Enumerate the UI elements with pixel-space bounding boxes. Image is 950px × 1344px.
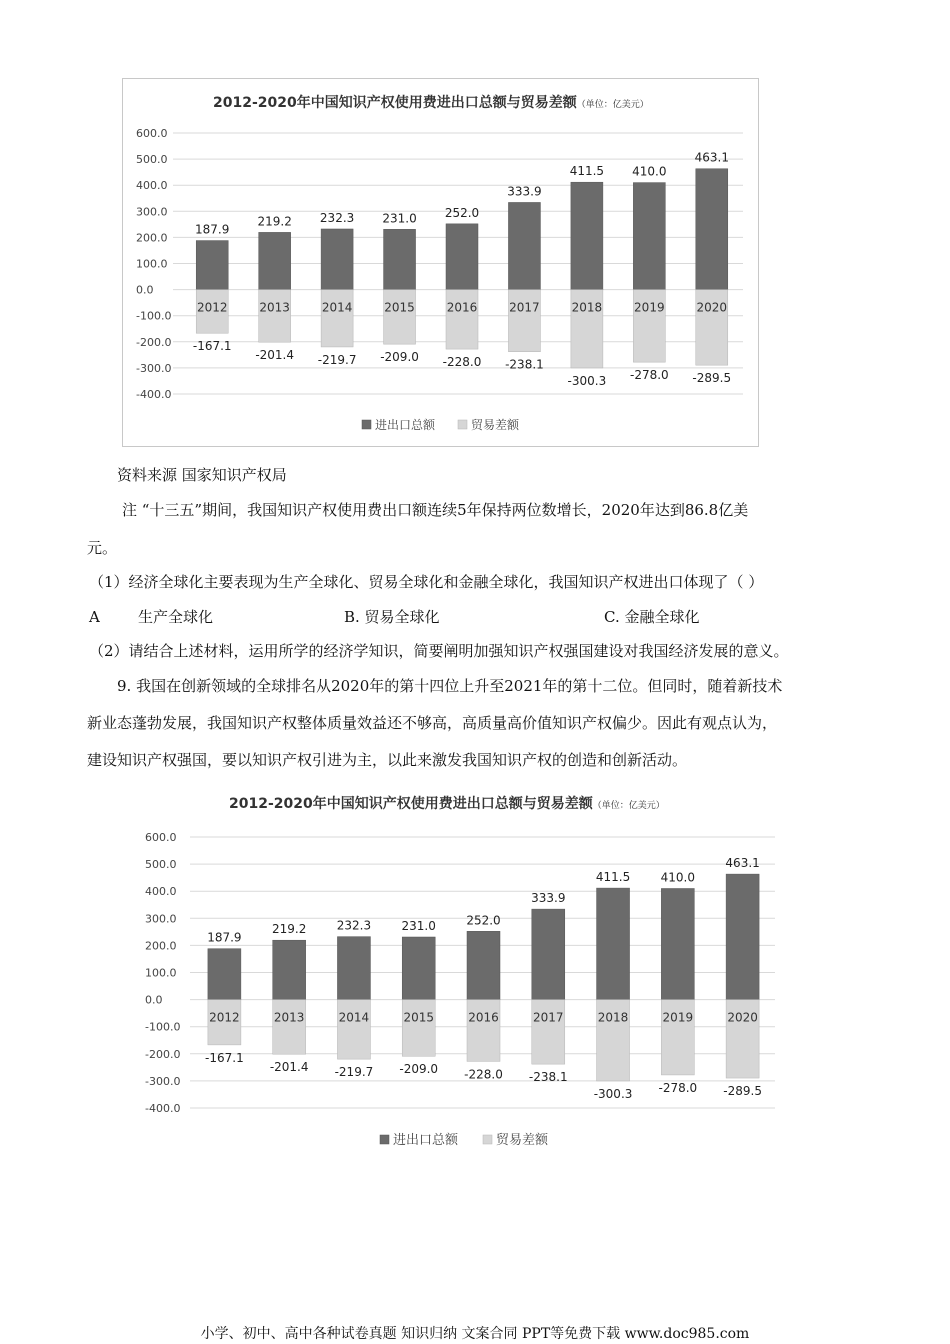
y-tick-label: 100.0	[145, 966, 177, 980]
y-tick-label: 500.0	[136, 153, 168, 167]
category-label: 2017	[533, 1010, 564, 1025]
data-label-total: 410.0	[632, 164, 667, 179]
y-tick-label: 300.0	[145, 912, 177, 926]
bar-total-2017	[532, 909, 565, 999]
bar-balance-2016	[446, 290, 478, 350]
data-label-total: 411.5	[569, 164, 605, 179]
category-label: 2013	[259, 300, 290, 315]
data-label-total: 219.2	[271, 922, 307, 937]
data-label-balance: -219.7	[334, 1065, 374, 1080]
category-label: 2014	[321, 300, 353, 315]
y-tick-label: 100.0	[136, 257, 168, 271]
y-tick-label: 400.0	[145, 885, 177, 899]
data-label-balance: -228.0	[442, 355, 482, 370]
data-label-total: 187.9	[195, 222, 230, 237]
legend-label: 贸易差额	[471, 418, 520, 432]
source-line: 资料来源 国家知识产权局	[117, 466, 287, 484]
bar-total-2016	[446, 224, 478, 290]
question-2-stem: （2）请结合上述材料，运用所学的经济学知识，简要阐明加强知识产权强国建设对我国经济发展的意义。	[89, 642, 789, 660]
category-label: 2016	[446, 300, 478, 315]
bar-balance-2017	[508, 290, 540, 352]
category-label: 2016	[468, 1010, 499, 1025]
bar-total-2015	[384, 229, 416, 289]
data-label-total: 252.0	[466, 913, 501, 928]
data-label-balance: -167.1	[205, 1050, 244, 1065]
data-label-total: 463.1	[725, 856, 760, 871]
data-label-balance: -289.5	[723, 1084, 762, 1099]
category-label: 2012	[209, 1010, 240, 1025]
category-label: 2018	[597, 1010, 629, 1025]
y-tick-label: 300.0	[136, 205, 168, 219]
question-1-stem: （1）经济全球化主要表现为生产全球化、贸易全球化和金融全球化，我国知识产权进出口体现了（ ）	[89, 573, 764, 591]
option-b[interactable]: B. 贸易全球化	[344, 608, 440, 626]
y-tick-label: -200.0	[145, 1047, 181, 1061]
y-tick-label: 0.0	[136, 283, 154, 297]
data-label-total: 410.0	[660, 870, 696, 885]
y-tick-label: 600.0	[145, 831, 177, 844]
category-label: 2020	[696, 300, 728, 315]
bar-total-2014	[321, 229, 353, 290]
y-tick-label: 200.0	[136, 231, 168, 245]
bar-balance-2017	[532, 1000, 565, 1065]
y-tick-label: 600.0	[136, 127, 168, 140]
category-label: 2019	[634, 300, 665, 315]
data-label-balance: -228.0	[464, 1067, 503, 1082]
y-tick-label: -100.0	[136, 309, 172, 323]
data-label-total: 231.0	[382, 211, 417, 226]
category-label: 2015	[403, 1010, 434, 1025]
data-label-total: 333.9	[531, 891, 566, 906]
bar-balance-2015	[402, 1000, 435, 1057]
option-a[interactable]: 生产全球化	[138, 608, 214, 626]
data-label-balance: -209.0	[380, 350, 419, 365]
category-label: 2013	[273, 1010, 305, 1025]
bar-total-2020	[696, 169, 728, 290]
bar-balance-2013	[273, 1000, 306, 1055]
data-label-total: 463.1	[694, 150, 729, 165]
category-label: 2018	[571, 300, 603, 315]
bar-total-2019	[661, 888, 694, 999]
y-tick-label: -300.0	[145, 1074, 181, 1088]
data-label-balance: -289.5	[692, 371, 732, 386]
bar-total-2013	[273, 940, 306, 999]
bar-total-2020	[726, 874, 759, 1000]
y-tick-label: -100.0	[145, 1020, 181, 1034]
legend-swatch	[483, 1135, 492, 1144]
category-label: 2015	[384, 300, 415, 315]
bar-total-2014	[337, 937, 370, 1000]
bar-total-2017	[508, 202, 540, 289]
y-tick-label: -400.0	[136, 388, 172, 401]
bar-balance-2013	[259, 290, 291, 343]
category-label: 2020	[727, 1010, 758, 1025]
bar-total-2013	[259, 232, 291, 289]
data-label-balance: -278.0	[658, 1080, 698, 1095]
chart-1	[0, 0, 950, 460]
data-label-total: 411.5	[595, 870, 631, 885]
data-label-balance: -201.4	[269, 1060, 309, 1075]
data-label-balance: -219.7	[317, 352, 357, 367]
chart-title: 2012-2020年中国知识产权使用费进出口总额与贸易差额（单位：亿美元）	[229, 796, 665, 812]
legend-label: 进出口总额	[375, 418, 436, 432]
y-tick-label: 400.0	[136, 179, 168, 193]
data-label-balance: -238.1	[528, 1070, 568, 1085]
data-label-balance: -300.3	[567, 373, 607, 388]
data-label-balance: -201.4	[255, 348, 295, 363]
data-label-total: 232.3	[319, 210, 355, 225]
question-9-line-2: 新业态蓬勃发展，我国知识产权整体质量效益还不够高，高质量高价值知识产权偏少。因此有观点认为，	[87, 714, 778, 732]
y-tick-label: 0.0	[145, 993, 163, 1007]
bar-total-2018	[571, 182, 603, 289]
data-label-total: 231.0	[401, 918, 436, 933]
y-tick-label: -400.0	[145, 1102, 181, 1115]
legend-swatch	[458, 420, 467, 429]
category-label: 2014	[338, 1010, 370, 1025]
data-label-balance: -209.0	[399, 1062, 439, 1077]
legend-label: 进出口总额	[393, 1133, 459, 1148]
bar-total-2012	[196, 241, 228, 290]
bar-balance-2014	[321, 290, 353, 347]
category-label: 2012	[196, 300, 228, 315]
y-tick-label: 200.0	[145, 939, 177, 953]
data-label-balance: -167.1	[192, 339, 232, 354]
y-tick-label: -200.0	[136, 335, 172, 349]
bar-total-2012	[208, 949, 241, 1000]
data-label-balance: -278.0	[629, 368, 669, 383]
bar-total-2019	[633, 183, 665, 290]
data-label-total: 333.9	[507, 184, 542, 199]
y-tick-label: -300.0	[136, 361, 172, 375]
bar-total-2018	[597, 888, 630, 1000]
bar-total-2016	[467, 931, 500, 999]
data-label-total: 187.9	[207, 930, 242, 945]
bar-balance-2016	[467, 1000, 500, 1062]
data-label-balance: -238.1	[505, 357, 544, 372]
data-label-total: 219.2	[257, 214, 292, 229]
bar-total-2015	[402, 937, 435, 1000]
question-9-line-1: 9. 我国在创新领域的全球排名从2020年的第十四位上升至2021年的第十二位。但同时，随着新技术	[117, 677, 783, 695]
data-label-total: 232.3	[336, 918, 372, 933]
y-tick-label: 500.0	[145, 858, 177, 872]
bar-balance-2015	[384, 290, 416, 345]
chart-title: 2012-2020年中国知识产权使用费进出口总额与贸易差额（单位：亿美元）	[213, 95, 649, 111]
question-9-line-3: 建设知识产权强国，要以知识产权引进为主，以此来激发我国知识产权的创造和创新活动。	[87, 751, 688, 769]
bar-balance-2014	[337, 1000, 370, 1060]
footer-text: 小学、初中、高中各种试卷真题 知识归纳 文案合同 PPT等免费下载 www.doc985.com	[200, 1326, 750, 1342]
legend-swatch	[380, 1135, 389, 1144]
data-label-total: 252.0	[444, 205, 480, 220]
note-line-2: 元。	[87, 539, 118, 557]
option-a-letter[interactable]: A	[89, 608, 100, 626]
chart-2	[0, 780, 950, 1170]
legend-swatch	[362, 420, 371, 429]
legend-label: 贸易差额	[496, 1133, 549, 1148]
category-label: 2017	[509, 300, 540, 315]
note-line-1: 注 “十三五”期间，我国知识产权使用费出口额连续5年保持两位数增长，2020年达到86.8亿美	[122, 501, 749, 519]
option-c[interactable]: C. 金融全球化	[604, 608, 700, 626]
data-label-balance: -300.3	[593, 1086, 633, 1101]
category-label: 2019	[662, 1010, 694, 1025]
